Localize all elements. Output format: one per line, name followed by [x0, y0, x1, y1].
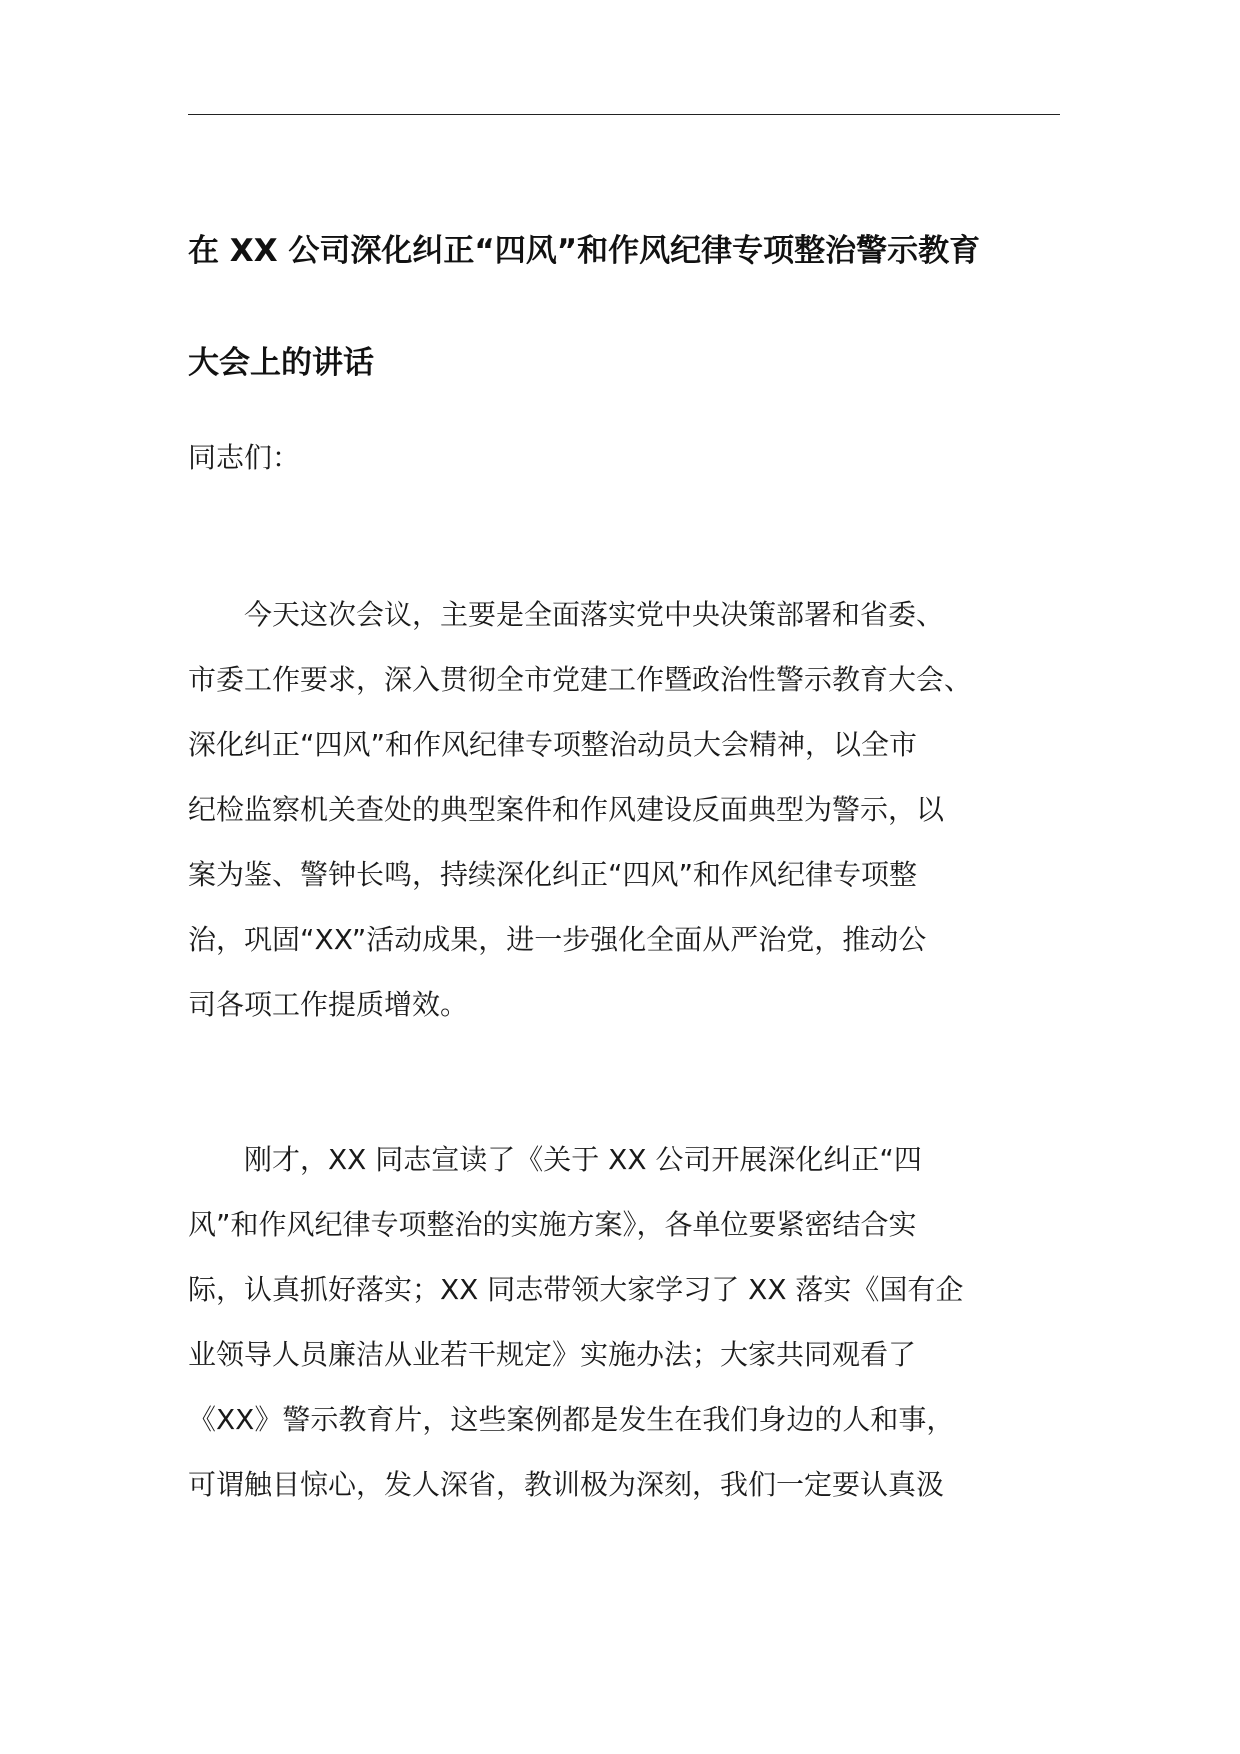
- header-divider: [188, 114, 1060, 115]
- document-title-line-1: 在 XX 公司深化纠正“四风”和作风纪律专项整治警示教育: [188, 233, 981, 269]
- paragraph-1-line: 司各项工作提质增效。: [188, 988, 469, 1021]
- paragraph-2-line: 《XX》警示教育片，这些案例都是发生在我们身边的人和事，: [188, 1403, 955, 1436]
- document-title: [188, 195, 1068, 419]
- paragraph-1-line: 今天这次会议，主要是全面落实党中央决策部署和省委、: [188, 598, 945, 631]
- document-title-line-2: 大会上的讲话: [188, 345, 374, 381]
- paragraph-1-line: 治，巩固“XX”活动成果，进一步强化全面从严治党，推动公: [188, 923, 927, 956]
- paragraph-2: [188, 1127, 963, 1517]
- paragraph-1-line: 深化纠正“四风”和作风纪律专项整治动员大会精神，以全市: [188, 728, 918, 761]
- paragraph-2-line: 可谓触目惊心，发人深省，教训极为深刻，我们一定要认真汲: [188, 1468, 945, 1501]
- paragraph-2-line: 际，认真抓好落实；XX 同志带领大家学习了 XX 落实《国有企: [188, 1273, 964, 1306]
- paragraph-1: [188, 582, 972, 1037]
- paragraph-2-line: 刚才，XX 同志宣读了《关于 XX 公司开展深化纠正“四: [188, 1143, 922, 1176]
- paragraph-2-line: 风”和作风纪律专项整治的实施方案》，各单位要紧密结合实: [188, 1208, 917, 1241]
- paragraph-1-line: 纪检监察机关查处的典型案件和作风建设反面典型为警示，以: [188, 793, 945, 826]
- paragraph-1-line: 案为鉴、警钟长鸣，持续深化纠正“四风”和作风纪律专项整: [188, 858, 918, 891]
- paragraph-1-line: 市委工作要求，深入贯彻全市党建工作暨政治性警示教育大会、: [188, 663, 973, 696]
- paragraph-2-line: 业领导人员廉洁从业若干规定》实施办法；大家共同观看了: [188, 1338, 917, 1371]
- salutation: 同志们：: [188, 441, 301, 474]
